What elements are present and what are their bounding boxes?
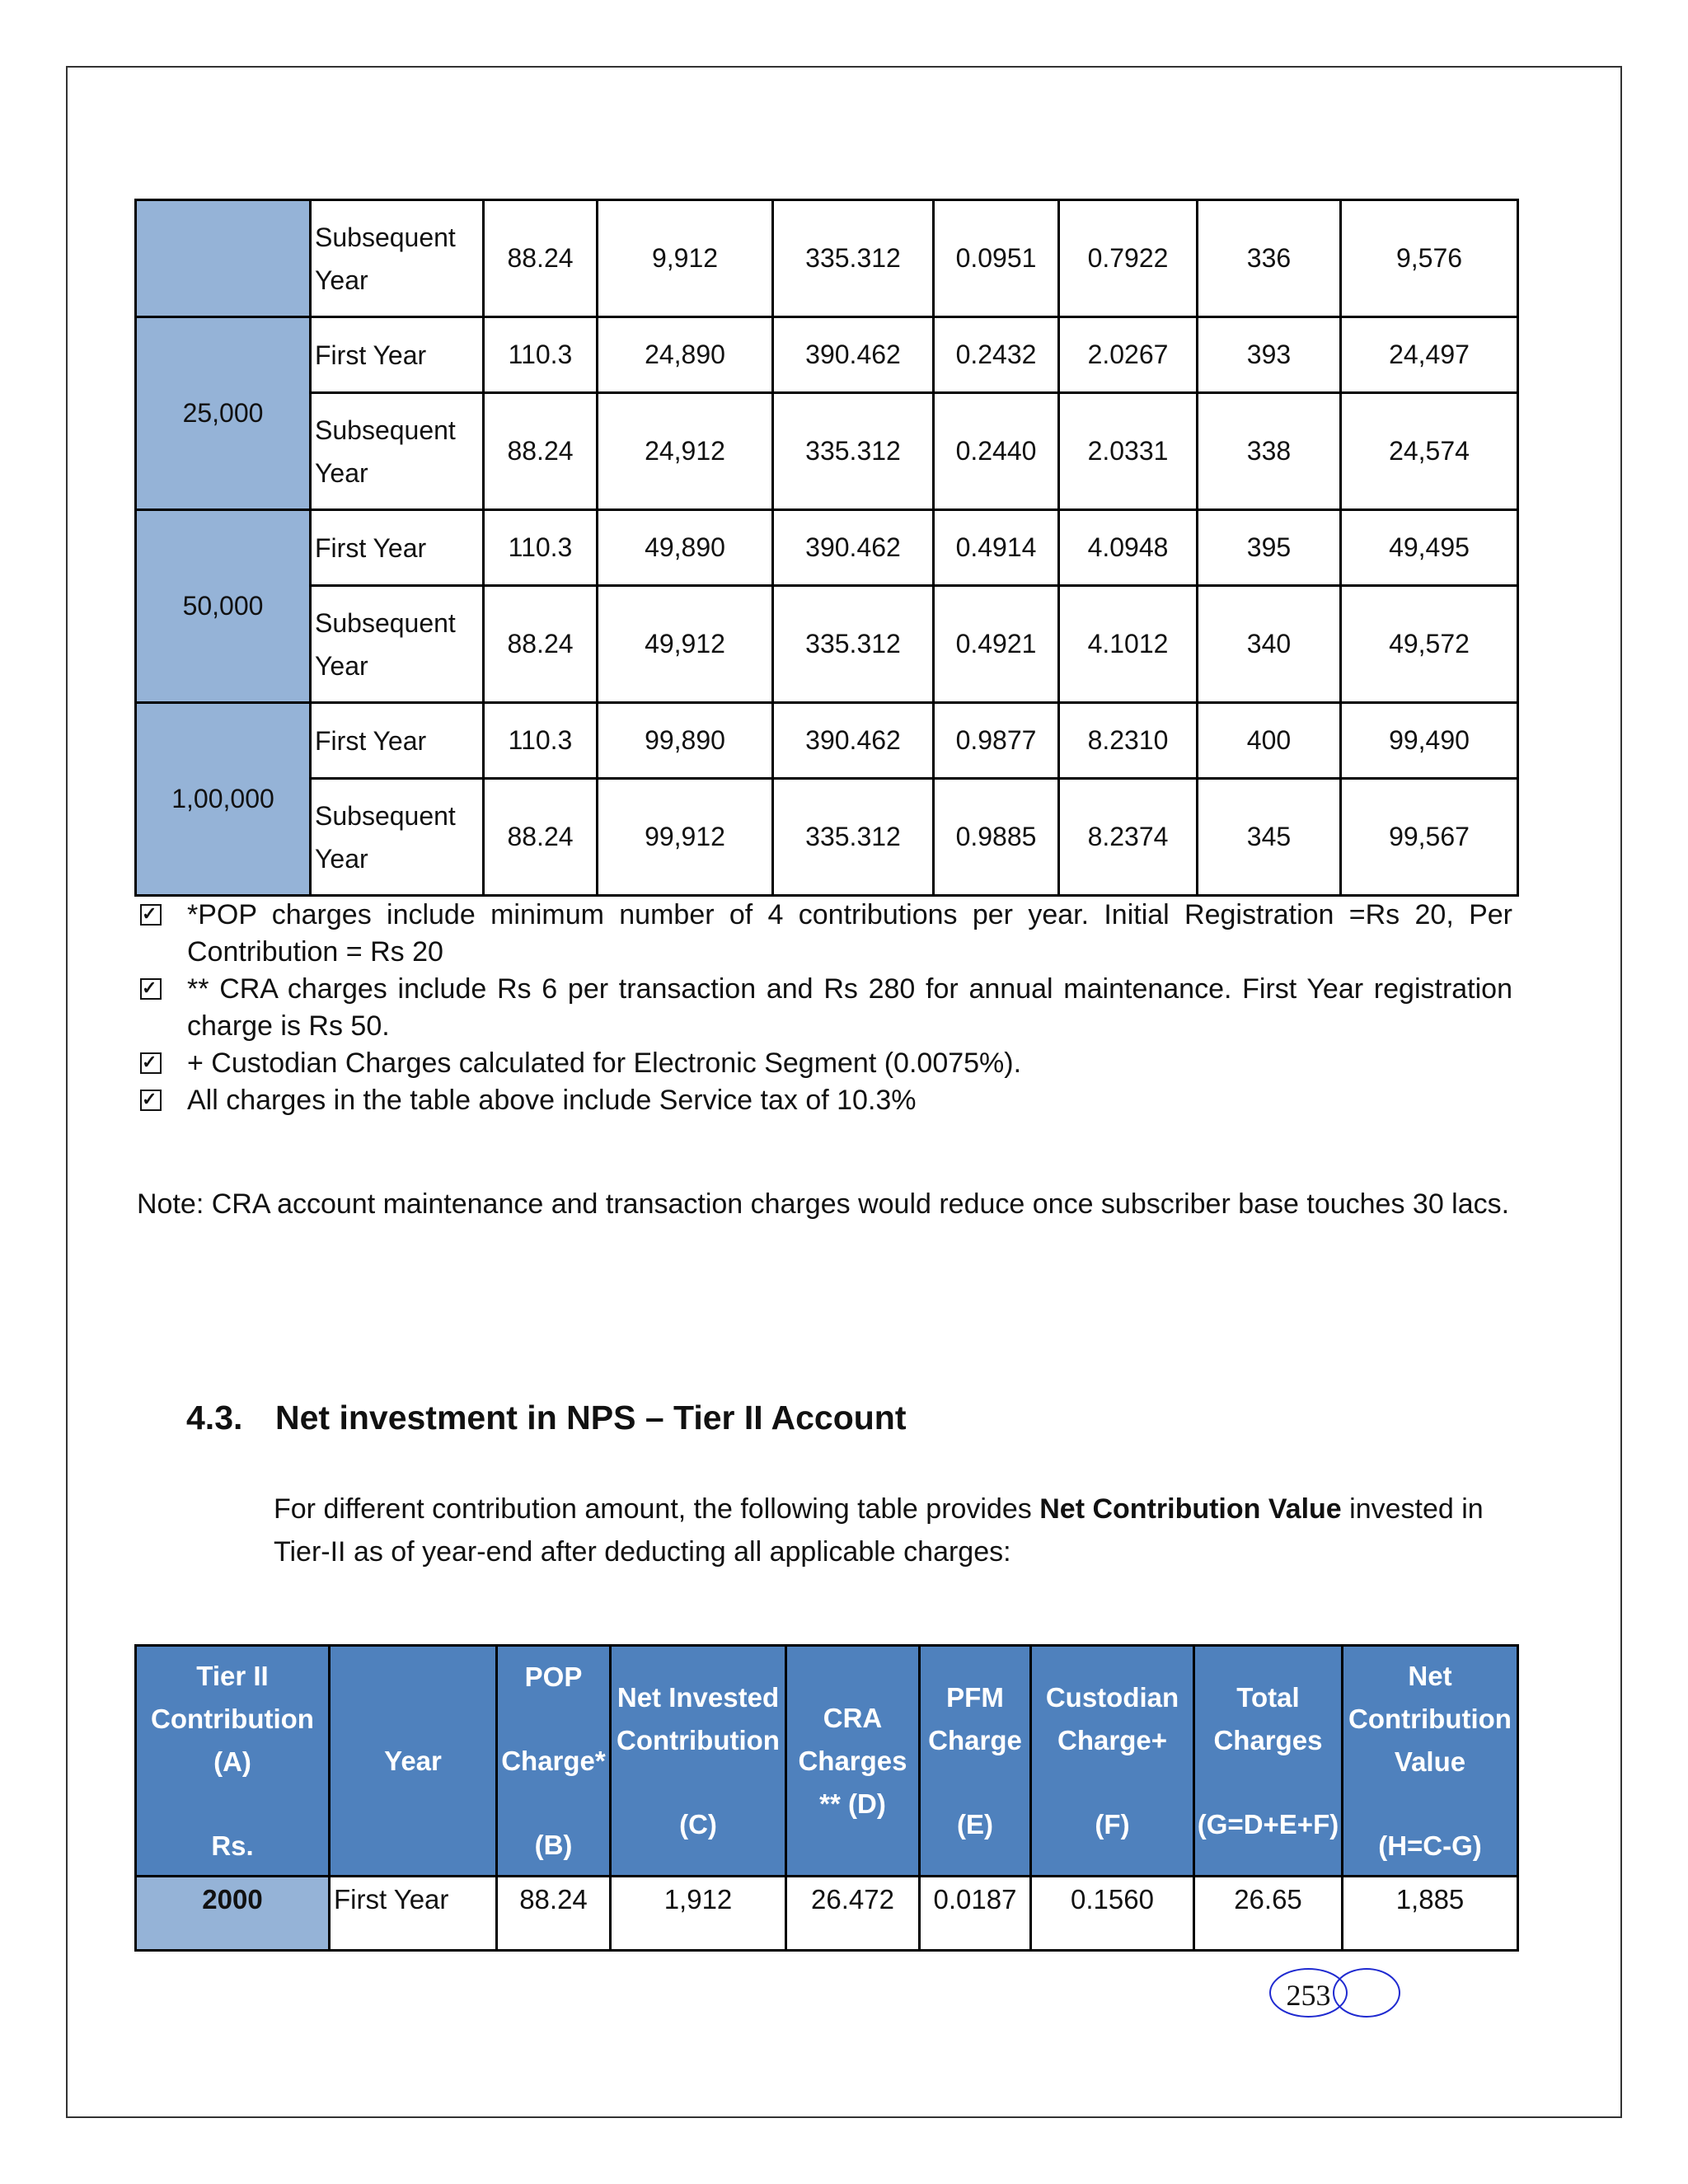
header-line: [1195, 1762, 1341, 1803]
custodian-charge-cell: 2.0267: [1059, 317, 1198, 393]
pop-charge-cell: 88.24: [484, 586, 598, 703]
header-line: [498, 1783, 609, 1824]
cra-charges-cell: 390.462: [773, 703, 934, 779]
custodian-charge-cell: 0.1560: [1031, 1877, 1194, 1951]
checkbox-icon: ✓: [140, 1090, 162, 1111]
header-net-invested: [611, 1646, 786, 1877]
net-contribution-cell: 99,490: [1341, 703, 1518, 779]
intro-text: For different contribution amount, the following table provides: [274, 1493, 1040, 1525]
custodian-charge-cell: 0.7922: [1059, 200, 1198, 317]
total-charges-cell: 393: [1198, 317, 1341, 393]
pop-charge-cell: 110.3: [484, 510, 598, 586]
pop-charge-cell: 88.24: [497, 1877, 611, 1951]
table-row: [136, 779, 1518, 896]
section-title: Net investment in NPS – Tier II Account: [275, 1399, 907, 1436]
header-pop-charge: [497, 1646, 611, 1877]
checkbox-icon: ✓: [140, 904, 162, 926]
header-line: Contribution: [1348, 1703, 1512, 1734]
header-line: Net Invested: [617, 1681, 780, 1713]
total-charges-cell: 395: [1198, 510, 1341, 586]
pop-charge-cell: 88.24: [484, 779, 598, 896]
header-line: (C): [679, 1808, 717, 1840]
header-line: Year: [384, 1745, 442, 1776]
header-line: POP: [524, 1661, 583, 1692]
header-line: [1343, 1783, 1517, 1825]
footnote-item: [140, 1045, 1512, 1082]
checkbox-icon: ✓: [140, 1052, 162, 1074]
header-total-charges: [1194, 1646, 1343, 1877]
header-line: [921, 1762, 1029, 1803]
header-line: [137, 1783, 328, 1825]
header-line: (B): [534, 1829, 573, 1860]
pfm-charge-cell: 0.4914: [934, 510, 1059, 586]
net-contribution-cell: 24,574: [1341, 393, 1518, 510]
year-cell: Subsequent Year: [311, 393, 484, 510]
net-invested-cell: 49,890: [598, 510, 773, 586]
header-line: (E): [957, 1808, 993, 1840]
footnote-item: [140, 1082, 1512, 1119]
total-charges-cell: 26.65: [1194, 1877, 1343, 1951]
header-line: Value: [1394, 1746, 1466, 1777]
net-contribution-cell: 24,497: [1341, 317, 1518, 393]
contribution-amount-cell: 25,000: [136, 317, 311, 510]
cra-charges-cell: 390.462: [773, 317, 934, 393]
header-line: CRA: [823, 1702, 883, 1733]
cra-charges-cell: 335.312: [773, 200, 934, 317]
header-line: Charge: [928, 1724, 1022, 1755]
table-row: [136, 200, 1518, 317]
header-line: (G=D+E+F): [1197, 1808, 1339, 1840]
table-row: [136, 703, 1518, 779]
header-line: Contribution: [617, 1724, 780, 1755]
header-pfm-charge: [920, 1646, 1031, 1877]
header-line: Total: [1236, 1681, 1300, 1713]
year-cell: Subsequent Year: [311, 779, 484, 896]
custodian-charge-cell: 4.1012: [1059, 586, 1198, 703]
net-invested-cell: 99,890: [598, 703, 773, 779]
net-invested-cell: 49,912: [598, 586, 773, 703]
year-cell: First Year: [311, 317, 484, 393]
total-charges-cell: 338: [1198, 393, 1341, 510]
header-line: Charges: [1213, 1724, 1323, 1755]
header-line: [612, 1762, 785, 1803]
header-line: Charge*: [501, 1745, 606, 1776]
custodian-charge-cell: 8.2374: [1059, 779, 1198, 896]
header-net-contribution: [1343, 1646, 1518, 1877]
pfm-charge-cell: 0.9885: [934, 779, 1059, 896]
header-line: [498, 1699, 609, 1740]
pfm-charge-cell: 0.9877: [934, 703, 1059, 779]
cra-charges-cell: 26.472: [786, 1877, 920, 1951]
contribution-amount-cell: 50,000: [136, 510, 311, 703]
intro-bold-text: Net Contribution Value: [1039, 1493, 1342, 1525]
header-line: Net: [1408, 1660, 1452, 1691]
footnotes: [140, 897, 1512, 1119]
net-invested-cell: 99,912: [598, 779, 773, 896]
year-cell: First Year: [311, 703, 484, 779]
header-line: Charges: [798, 1745, 907, 1776]
section-intro: [274, 1488, 1510, 1573]
net-invested-cell: 1,912: [611, 1877, 786, 1951]
custodian-charge-cell: 2.0331: [1059, 393, 1198, 510]
net-contribution-cell: 99,567: [1341, 779, 1518, 896]
cra-charges-cell: 390.462: [773, 510, 934, 586]
pop-charge-cell: 110.3: [484, 703, 598, 779]
year-cell: First Year: [330, 1877, 497, 1951]
section-number: 4.3.: [186, 1399, 243, 1436]
footnote-text: *POP charges include minimum number of 4 contributions per year. Initial Registration =Rs 20, Per Contribution = Rs 20: [187, 899, 1512, 968]
header-line: ** (D): [819, 1788, 886, 1819]
custodian-charge-cell: 8.2310: [1059, 703, 1198, 779]
footnote-text: ** CRA charges include Rs 6 per transaction and Rs 280 for annual maintenance. First Year registration charge is Rs 50.: [187, 973, 1512, 1042]
contribution-amount-cell: 1,00,000: [136, 703, 311, 896]
header-custodian-charge: [1031, 1646, 1194, 1877]
table-header-row: [136, 1646, 1518, 1877]
header-line: Charge+: [1057, 1724, 1167, 1755]
cra-charges-cell: 335.312: [773, 586, 934, 703]
table-row: [136, 586, 1518, 703]
checkbox-icon: ✓: [140, 978, 162, 1000]
table-row: [136, 1877, 1518, 1951]
header-line: (F): [1095, 1808, 1130, 1840]
net-invested-cell: 24,890: [598, 317, 773, 393]
cra-charges-cell: 335.312: [773, 393, 934, 510]
net-contribution-cell: 49,495: [1341, 510, 1518, 586]
tier1-charges-table: [134, 199, 1519, 897]
header-line: Tier II: [196, 1660, 269, 1691]
footnote-item: [140, 897, 1512, 971]
footnote-text: + Custodian Charges calculated for Electronic Segment (0.0075%).: [187, 1047, 1022, 1079]
header-tier2-contribution: [136, 1646, 330, 1877]
net-invested-cell: 9,912: [598, 200, 773, 317]
pop-charge-cell: 88.24: [484, 200, 598, 317]
net-contribution-cell: 1,885: [1343, 1877, 1518, 1951]
contribution-amount-cell: 2000: [136, 1877, 330, 1951]
pfm-charge-cell: 0.0187: [920, 1877, 1031, 1951]
header-line: PFM: [946, 1681, 1004, 1713]
header-line: Custodian: [1045, 1681, 1179, 1713]
pop-charge-cell: 88.24: [484, 393, 598, 510]
header-line: Rs.: [211, 1830, 254, 1861]
header-line: (H=C-G): [1378, 1830, 1482, 1861]
custodian-charge-cell: 4.0948: [1059, 510, 1198, 586]
year-cell: Subsequent Year: [311, 586, 484, 703]
footnote-item: [140, 971, 1512, 1045]
contribution-amount-cell: [136, 200, 311, 317]
intro-text-end: invested in Tier-II as of year-end after deducting all applicable charges:: [274, 1493, 1484, 1568]
header-line: [1032, 1762, 1193, 1803]
pop-charge-cell: 110.3: [484, 317, 598, 393]
tier2-charges-table: [134, 1644, 1519, 1952]
header-line: Contribution: [151, 1703, 314, 1734]
total-charges-cell: 400: [1198, 703, 1341, 779]
net-invested-cell: 24,912: [598, 393, 773, 510]
header-year: [330, 1646, 497, 1877]
year-cell: Subsequent Year: [311, 200, 484, 317]
net-contribution-cell: 9,576: [1341, 200, 1518, 317]
pfm-charge-cell: 0.4921: [934, 586, 1059, 703]
cra-charges-cell: 335.312: [773, 779, 934, 896]
pfm-charge-cell: 0.2440: [934, 393, 1059, 510]
page-number-decoration: [1333, 1968, 1400, 2018]
table-row: [136, 510, 1518, 586]
table-row: [136, 393, 1518, 510]
cra-note: Note: CRA account maintenance and transaction charges would reduce once subscriber base touches 30 lacs.: [137, 1188, 1510, 1220]
total-charges-cell: 336: [1198, 200, 1341, 317]
total-charges-cell: 340: [1198, 586, 1341, 703]
net-contribution-cell: 49,572: [1341, 586, 1518, 703]
section-heading: [186, 1399, 907, 1437]
header-cra-charges: [786, 1646, 920, 1877]
header-line: (A): [213, 1746, 251, 1777]
total-charges-cell: 345: [1198, 779, 1341, 896]
footnote-text: All charges in the table above include Service tax of 10.3%: [187, 1085, 917, 1116]
table-row: [136, 317, 1518, 393]
pfm-charge-cell: 0.0951: [934, 200, 1059, 317]
year-cell: First Year: [311, 510, 484, 586]
page-number: 253: [1269, 1968, 1348, 2018]
pfm-charge-cell: 0.2432: [934, 317, 1059, 393]
